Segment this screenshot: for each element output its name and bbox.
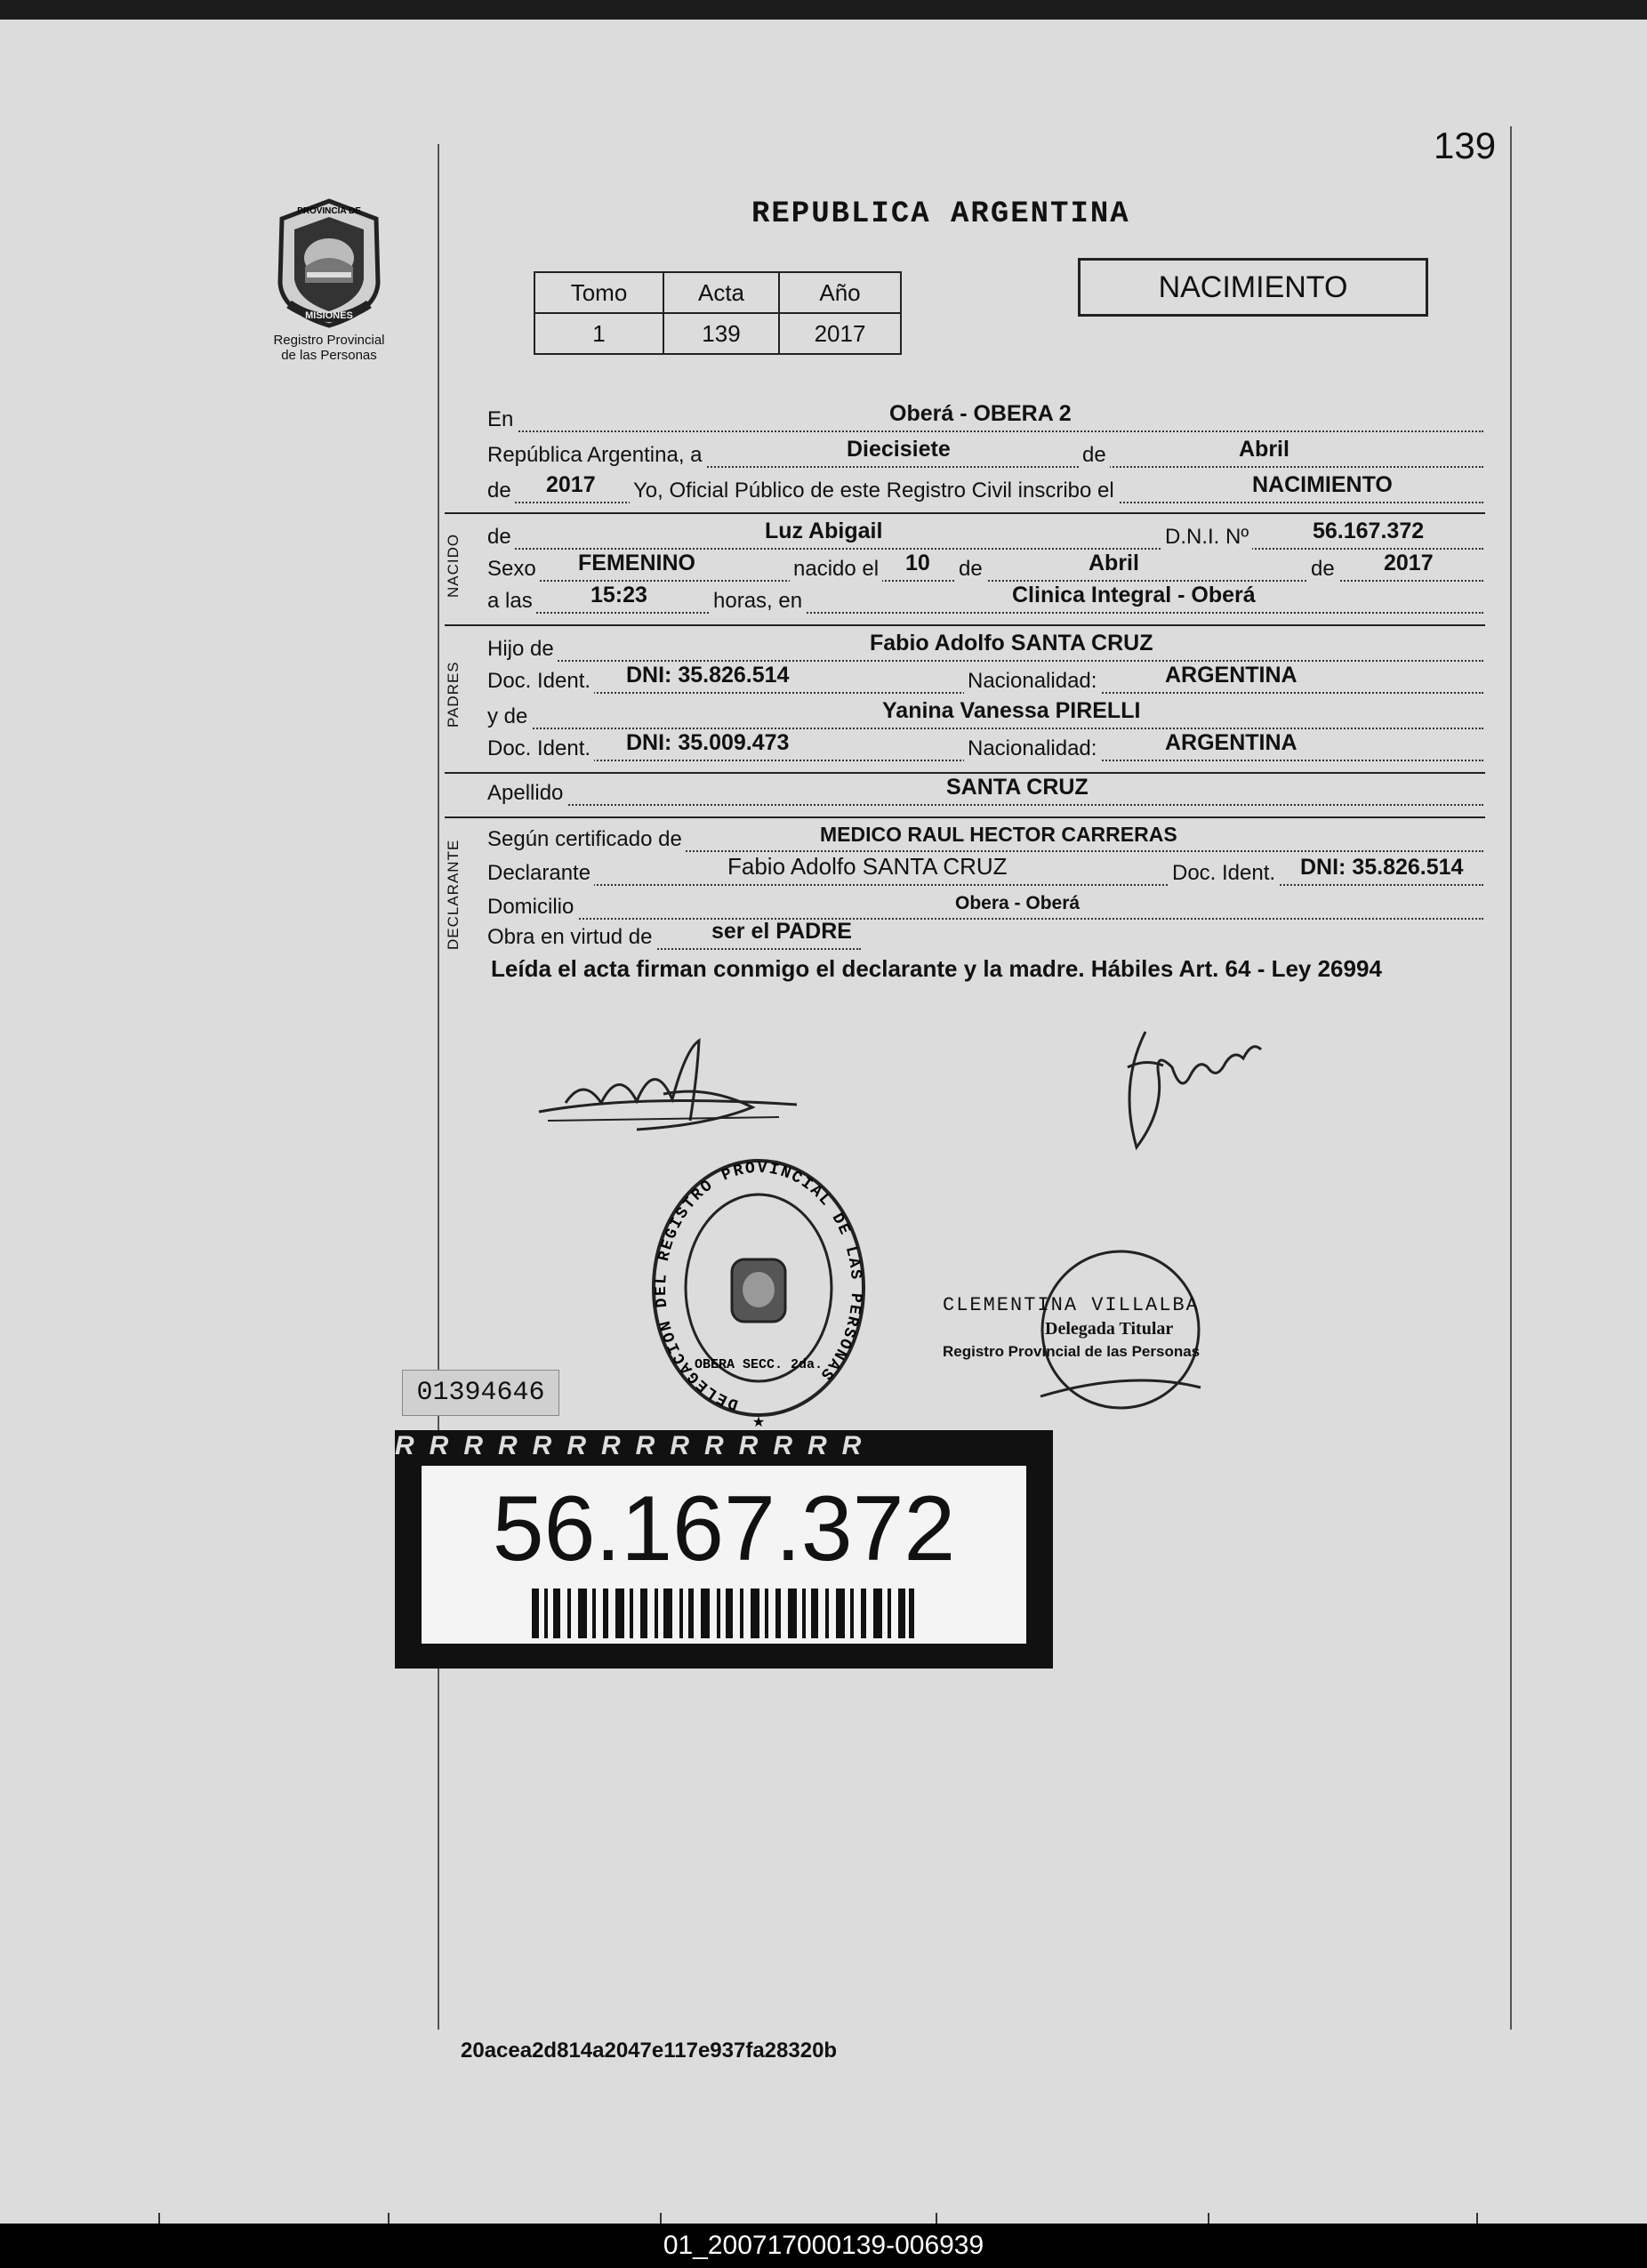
value-birth-place: Clinica Integral - Oberá — [1012, 583, 1256, 607]
dni-sticker-strip: RRRRRRRRRRRRRR — [395, 1431, 877, 1460]
table-cell-acta: 139 — [663, 313, 779, 354]
row-declarante — [487, 853, 1483, 891]
ruler-tick — [1208, 2213, 1209, 2224]
row-time — [487, 583, 1483, 619]
label-inscribo: Yo, Oficial Público de este Registro Civil inscribo el — [630, 479, 1118, 503]
row-inscribo — [487, 473, 1483, 509]
table-header-tomo: Tomo — [534, 272, 663, 313]
label-declarante: Declarante — [487, 861, 594, 886]
value-mother-name: Yanina Vanessa PIRELLI — [882, 698, 1141, 723]
logo-caption: Registro Provincial de las Personas — [273, 333, 385, 363]
row-apellido — [487, 776, 1483, 811]
value-place: Oberá - OBERA 2 — [889, 401, 1072, 426]
country-title: REPUBLICA ARGENTINA — [751, 197, 1130, 231]
label-de-birth-year: de — [1307, 557, 1338, 582]
value-year: 2017 — [546, 472, 596, 497]
svg-text:MISIONES: MISIONES — [305, 310, 353, 321]
row-obra — [487, 920, 861, 955]
value-birth-day: 10 — [905, 551, 930, 575]
barcode-icon — [532, 1588, 914, 1638]
label-de-name: de — [487, 525, 515, 550]
declarant-signature-icon — [530, 1032, 806, 1138]
label-nacido: nacido el — [790, 557, 882, 582]
value-declarante: Fabio Adolfo SANTA CRUZ — [727, 853, 1008, 880]
label-doc-ident: Doc. Ident. — [487, 669, 594, 694]
record-type-box: NACIMIENTO — [1078, 258, 1428, 317]
label-doc-ident-declarante: Doc. Ident. — [1169, 861, 1279, 886]
side-label-nacido: NACIDO — [445, 533, 462, 598]
official-title: Delegada Titular — [1045, 1319, 1174, 1339]
label-horas: horas, en — [710, 589, 806, 614]
record-table — [534, 271, 902, 355]
label-de: de — [1079, 443, 1110, 468]
value-domicilio: Obera - Oberá — [955, 893, 1081, 913]
svg-text:★: ★ — [751, 1415, 766, 1430]
value-mother-nat: ARGENTINA — [1165, 730, 1298, 755]
value-birth-month: Abril — [1089, 551, 1139, 575]
table-cell-tomo: 1 — [534, 313, 663, 354]
ruler-tick — [158, 2213, 160, 2224]
label-y-de: y de — [487, 704, 531, 729]
mother-signature-icon — [1110, 1014, 1270, 1165]
row-name — [487, 519, 1483, 555]
scanner-top-edge — [0, 0, 1647, 20]
table-header-ano: Año — [779, 272, 901, 313]
value-apellido: SANTA CRUZ — [946, 775, 1089, 800]
label-apellido: Apellido — [487, 781, 566, 806]
official-registry: Registro Provincial de las Personas — [943, 1343, 1201, 1360]
value-father-name: Fabio Adolfo SANTA CRUZ — [870, 631, 1153, 655]
label-certificado: Según certificado de — [487, 827, 686, 852]
section-divider — [445, 512, 1485, 514]
label-hijo-de: Hijo de — [487, 637, 558, 662]
label-de-year: de — [487, 479, 515, 503]
dni-sticker-label — [422, 1466, 1026, 1644]
label-nacionalidad: Nacionalidad: — [964, 736, 1100, 761]
ruler-tick — [1476, 2213, 1478, 2224]
row-en — [487, 402, 1483, 438]
footer-filename: 01_200717000139-006939 — [0, 2224, 1647, 2268]
value-day-words: Diecisiete — [847, 437, 951, 462]
right-margin-line — [1510, 126, 1512, 2030]
label-obra: Obra en virtud de — [487, 925, 655, 950]
value-birth-time: 15:23 — [591, 583, 647, 607]
left-margin-line — [438, 144, 439, 2030]
row-sexo — [487, 551, 1483, 587]
label-nacionalidad: Nacionalidad: — [964, 669, 1100, 694]
page-number: 139 — [1434, 125, 1497, 166]
value-father-doc: DNI: 35.826.514 — [626, 663, 790, 688]
value-child-name: Luz Abigail — [765, 519, 883, 543]
value-father-nat: ARGENTINA — [1165, 663, 1298, 688]
document-hash: 20acea2d814a2047e117e937fa28320b — [461, 2039, 838, 2063]
registry-seal-stamp — [647, 1154, 870, 1430]
value-declarante-doc: DNI: 35.826.514 — [1300, 855, 1464, 880]
value-sexo: FEMENINO — [578, 551, 695, 575]
label-republica: República Argentina, a — [487, 443, 706, 468]
svg-text:OBERA SECC. 2da.: OBERA SECC. 2da. — [694, 1357, 824, 1372]
row-date — [487, 438, 1483, 473]
side-label-padres: PADRES — [445, 661, 462, 728]
row-mother — [487, 699, 1483, 735]
row-mother-doc — [487, 731, 1483, 767]
dni-sticker-number: 56.167.372 — [492, 1477, 956, 1580]
value-certificado: MEDICO RAUL HECTOR CARRERAS — [820, 823, 1177, 846]
section-divider — [445, 816, 1485, 818]
table-cell-ano: 2017 — [779, 313, 901, 354]
serial-sticker: 01394646 — [402, 1370, 559, 1416]
label-dni: D.N.I. Nº — [1161, 525, 1252, 550]
label-doc-ident: Doc. Ident. — [487, 736, 594, 761]
row-father — [487, 631, 1483, 667]
value-month: Abril — [1239, 437, 1289, 462]
section-divider — [445, 772, 1485, 774]
ruler-tick — [388, 2213, 390, 2224]
value-obra: ser el PADRE — [711, 919, 852, 944]
ruler-tick — [936, 2213, 937, 2224]
value-birth-year: 2017 — [1384, 551, 1434, 575]
label-sexo: Sexo — [487, 557, 540, 582]
table-header-acta: Acta — [663, 272, 779, 313]
dni-sticker — [395, 1430, 1053, 1669]
label-a-las: a las — [487, 589, 536, 614]
official-block — [943, 1294, 1200, 1363]
svg-text:PROVINCIA DE: PROVINCIA DE — [297, 206, 361, 216]
province-coat-of-arms-icon — [271, 197, 387, 329]
row-certificado — [487, 822, 1483, 857]
closing-statement: Leída el acta firman conmigo el declarante y la madre. Hábiles Art. 64 - Ley 26994 — [491, 955, 1382, 982]
label-de-birth: de — [955, 557, 986, 582]
label-en: En — [487, 407, 517, 432]
label-domicilio: Domicilio — [487, 895, 577, 920]
section-divider — [445, 624, 1485, 626]
official-name: CLEMENTINA VILLALBA — [943, 1294, 1200, 1316]
value-mother-doc: DNI: 35.009.473 — [626, 730, 790, 755]
value-inscribo: NACIMIENTO — [1252, 472, 1393, 497]
row-father-doc — [487, 664, 1483, 699]
ruler-tick — [660, 2213, 662, 2224]
svg-text:DELEGACION DEL REGISTRO PROVIN: DELEGACION DEL REGISTRO PROVINCIAL DE LAS PERSONAS — [652, 1159, 865, 1413]
side-label-declarante: DECLARANTE — [445, 839, 462, 950]
value-dni: 56.167.372 — [1313, 519, 1425, 543]
